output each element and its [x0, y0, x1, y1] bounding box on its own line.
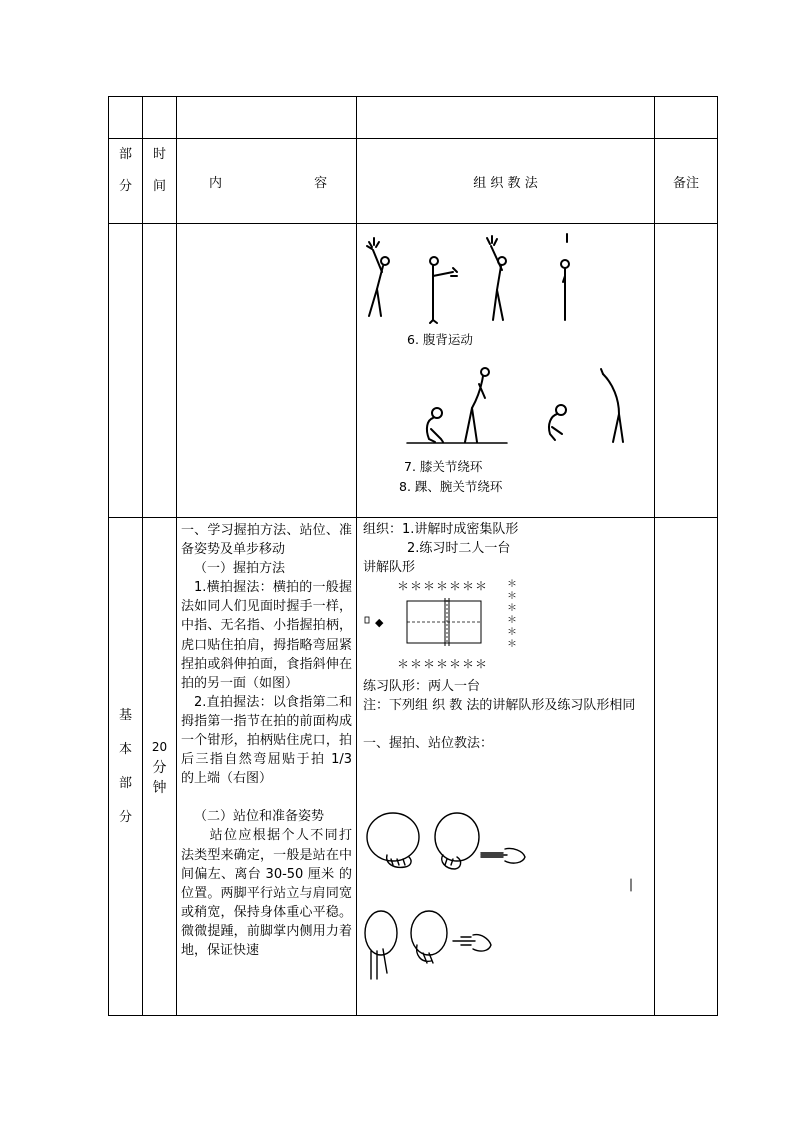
blank-cell	[143, 97, 177, 139]
content-grip-heading: （一）握拍方法	[194, 561, 286, 577]
warmup-note-cell	[655, 224, 718, 518]
students-side-column	[507, 579, 517, 651]
header-part-char: 分	[118, 179, 132, 194]
basic-time-cell	[143, 518, 177, 1016]
basic-time-unit: 钟	[152, 779, 167, 796]
stick-figure-8	[601, 369, 623, 442]
header-note-label: 备注	[672, 175, 699, 191]
basic-part-char: 本	[118, 741, 132, 757]
header-method	[357, 139, 655, 224]
header-time-char: 间	[152, 179, 166, 194]
org-line-5: 注：下列组 织 教 法的讲解队形及练习队形相同	[363, 698, 636, 714]
basic-time-number: 20	[151, 739, 168, 754]
stick-figure-2	[430, 257, 457, 323]
org-line-1: 组织：1.讲解时成密集队形	[363, 522, 519, 537]
blank-cell	[655, 97, 718, 139]
warmup-method-cell	[357, 224, 655, 518]
blank-cell	[357, 97, 655, 139]
warmup-figures-illustration	[357, 224, 654, 517]
ping-pong-table-diagram	[363, 597, 503, 651]
blank-cell	[109, 97, 143, 139]
header-content-char: 内	[209, 175, 223, 191]
stick-figure-5	[427, 408, 443, 442]
content-penhold-grip: 2.直拍握法：以食指第二和拇指第一指节在拍的前面构成一个钳形，拍柄贴住虎口，拍后三指自然弯屈贴于拍 1/3 的上端（右图）	[181, 694, 352, 787]
caption-knee-rotation: 7. 膝关节绕环	[404, 459, 483, 474]
caption-abdomen-back-exercise: 6. 腹背运动	[407, 332, 473, 347]
header-content	[177, 139, 357, 224]
content-spacer	[181, 788, 352, 807]
basic-part-char: 基	[118, 707, 132, 723]
basic-note-cell	[655, 518, 718, 1016]
header-method-label: 组 织 教 法	[473, 175, 538, 191]
blank-cell	[177, 97, 357, 139]
warmup-row	[109, 224, 718, 518]
stick-figure-1	[367, 238, 389, 316]
lesson-plan-table	[108, 96, 718, 1016]
student-star: ＊	[507, 615, 517, 627]
stick-figure-7	[549, 405, 566, 440]
student-star: ＊	[507, 579, 517, 591]
penhold-grip-drawing-4	[453, 935, 491, 951]
stick-figure-4	[561, 234, 569, 320]
org-line-6: 一、握拍、站位教法：	[363, 736, 494, 752]
student-star: ＊	[507, 627, 517, 639]
stick-figure-3	[487, 236, 506, 320]
shakehand-grip-drawing-2	[435, 813, 479, 869]
grip-illustrations	[357, 803, 654, 1003]
header-part-char: 部	[118, 147, 132, 162]
basic-row	[109, 518, 718, 1016]
org-line-3: 讲解队形	[363, 560, 416, 576]
header-note	[655, 139, 718, 224]
header-row	[109, 139, 718, 224]
student-star: ＊	[507, 639, 517, 651]
content-stance-text: 站位应根据个人不同打法类型来确定，一般是站在中间偏左、离台 30-50 厘米 的位置。两脚平行站立与肩同宽或稍宽，保持身体重心平稳。微微提踵，前脚掌内侧用力着地，保证快速	[181, 828, 352, 958]
stick-figure-6	[465, 368, 489, 442]
students-top-row: ＊＊＊＊＊＊＊	[397, 579, 489, 594]
header-part	[109, 139, 143, 224]
students-bottom-row: ＊＊＊＊＊＊＊	[397, 657, 489, 672]
caption-ankle-wrist-rotation: 8. 踝、腕关节绕环	[399, 479, 503, 494]
content-section-title: 一、学习握拍方法、站位、准备姿势及单步移动	[181, 523, 352, 558]
warmup-time-cell	[143, 224, 177, 518]
org-line-2: 2.练习时二人一台	[407, 541, 511, 557]
org-spacer	[363, 715, 648, 734]
basic-time-unit: 分	[152, 759, 167, 776]
basic-part-cell	[109, 518, 143, 1016]
small-box-icon	[365, 617, 369, 623]
org-line-4: 练习队形：两人一台	[363, 679, 481, 695]
basic-content-cell	[177, 518, 357, 1016]
student-star: ＊	[507, 591, 517, 603]
warmup-content-cell	[177, 224, 357, 518]
content-stance-heading: （二）站位和准备姿势	[194, 809, 325, 825]
penhold-grip-drawing-1	[481, 848, 525, 863]
penhold-grip-drawing-3	[411, 911, 447, 963]
student-star: ＊	[507, 603, 517, 615]
header-content-char: 容	[314, 175, 328, 191]
header-time-char: 时	[152, 147, 166, 162]
teacher-marker-icon: ◆	[375, 616, 384, 630]
basic-part-char: 部	[118, 775, 132, 791]
content-shakehand-grip: 1.横拍握法：横拍的一般握法如同人们见面时握手一样，中指、无名指、小指握拍柄，虎口贴住拍肩，拇指略弯屈紧捏拍或斜伸拍面，食指斜伸在拍的另一面（如图）	[181, 580, 352, 691]
formation-diagram	[363, 577, 648, 677]
blank-row	[109, 97, 718, 139]
basic-part-char: 分	[118, 809, 132, 825]
penhold-grip-drawing-2	[365, 911, 397, 979]
warmup-part-cell	[109, 224, 143, 518]
header-time	[143, 139, 177, 224]
basic-method-cell	[357, 518, 655, 1016]
shakehand-grip-drawing-1	[367, 813, 419, 867]
